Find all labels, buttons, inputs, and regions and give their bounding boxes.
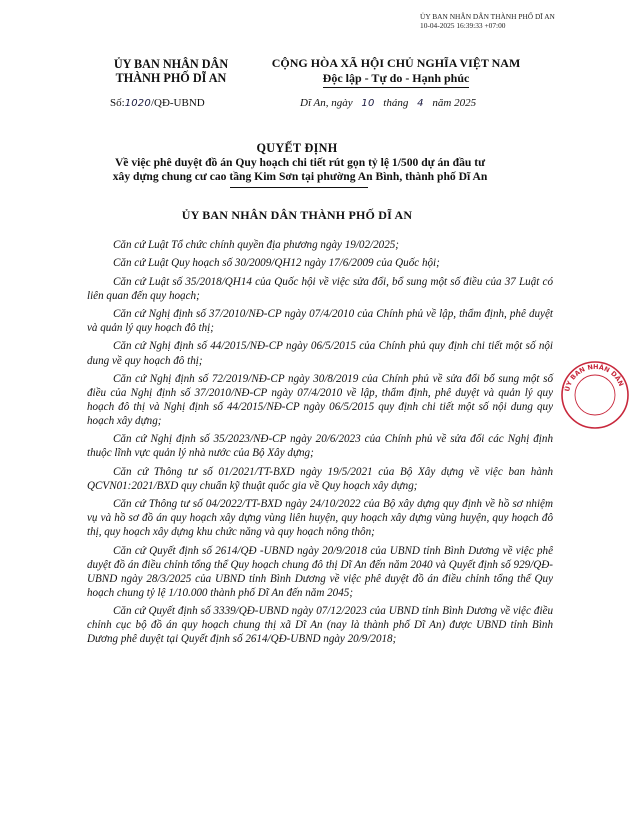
legal-basis bbox=[87, 238, 553, 650]
number-prefix: Số: bbox=[110, 97, 125, 109]
legal-basis-item: Căn cứ Luật Quy hoạch số 30/2009/QH12 ngày 17/6/2009 của Quốc hội; bbox=[113, 257, 440, 270]
document-number bbox=[110, 97, 205, 109]
national-header bbox=[248, 56, 544, 88]
date-year: năm 2025 bbox=[432, 97, 477, 109]
svg-text:ỦY BAN NHÂN DÂN bbox=[561, 362, 625, 392]
signature-timestamp: 10-04-2025 16:39:33 +07:00 bbox=[420, 20, 506, 30]
agency-line-2: THÀNH PHỐ DĨ AN bbox=[115, 71, 227, 85]
legal-basis-item: Căn cứ Nghị định số 44/2015/NĐ-CP ngày 06/5/2015 của Chính phủ quy định chi tiết một số nội dung về quy hoạch đô thị; bbox=[87, 340, 553, 367]
legal-basis-item: Căn cứ Nghị định số 37/2010/NĐ-CP ngày 07/4/2010 của Chính phủ về lập, thẩm định, phê duyệt và quản lý quy hoạch đô thị; bbox=[87, 308, 553, 335]
handwritten-number: 1020 bbox=[124, 98, 151, 109]
subject-underline bbox=[230, 187, 368, 188]
legal-basis-item: Căn cứ Thông tư số 01/2021/TT-BXD ngày 19/5/2021 của Bộ Xây dựng về việc ban hành QCVN01:2021/BXD quy chuẩn kỹ thuật quốc gia về Quy hoạch xây dựng; bbox=[87, 465, 553, 492]
authority-heading: ỦY BAN NHÂN DÂN THÀNH PHỐ DĨ AN bbox=[181, 208, 413, 222]
seal-text: ỦY BAN NHÂN DÂN bbox=[563, 362, 626, 393]
document-title: QUYẾT ĐỊNH bbox=[256, 141, 338, 155]
legal-basis-item: Căn cứ Quyết định số 2614/QĐ -UBND ngày 20/9/2018 của UBND tỉnh Bình Dương về việc phê duyệt đồ án điều chỉnh tổng thể Quy hoạch chung đô thị Dĩ An đến năm 2040 và Quyết định số 929/QĐ-UBND ngày 28/3/2025 của UBND tỉnh Bình Dương về việc phê duyệt đồ án điều chỉnh tổng thể Quy hoạch chung tỷ lệ 1/10.000 thành phố Dĩ An đến năm 2045; bbox=[87, 544, 553, 599]
agency-line-1: ỦY BAN NHÂN DÂN bbox=[113, 57, 229, 71]
signature-signer: ỦY BAN NHÂN DÂN THÀNH PHỐ DĨ AN bbox=[420, 12, 555, 21]
legal-basis-item: Căn cứ Luật Tổ chức chính quyền địa phương ngày 19/02/2025; bbox=[113, 239, 399, 251]
legal-basis-item: Căn cứ Thông tư số 04/2022/TT-BXD ngày 24/10/2022 của Bộ xây dựng quy định về hồ sơ nhiệm vụ và hồ sơ đồ án quy hoạch xây dựng vùng liên huyện, quy hoạch xây dựng vùng huyện, quy hoạch đô thị, quy hoạch xây dựng khu chức năng và quy hoạch nông thôn; bbox=[87, 498, 553, 539]
subject-line-1: Về việc phê duyệt đồ án Quy hoạch chi tiết rút gọn tỷ lệ 1/500 dự án đầu tư bbox=[114, 156, 486, 169]
date-month-label: tháng bbox=[383, 97, 409, 109]
issuing-agency bbox=[96, 57, 246, 85]
date-place-prefix: Dĩ An, ngày bbox=[300, 97, 353, 109]
legal-basis-item: Căn cứ Quyết định số 3339/QĐ-UBND ngày 07/12/2023 của UBND tỉnh Bình Dương về việc điều chỉnh cục bộ đồ án quy hoạch chung thị xã Dĩ An (nay là thành phố Dĩ An) được UBND tỉnh Bình Dương phê duyệt tại Quyết định số 2614/QĐ-UBND ngày 20/9/2018; bbox=[87, 605, 553, 646]
national-motto: Độc lập - Tự do - Hạnh phúc bbox=[323, 71, 470, 88]
legal-basis-item: Căn cứ Nghị định số 35/2023/NĐ-CP ngày 20/6/2023 của Chính phủ về sửa đổi các Nghị định thuộc lĩnh vực quản lý nhà nước của Bộ Xây dựng; bbox=[87, 433, 553, 460]
red-seal-stamp bbox=[560, 360, 630, 430]
number-suffix: /QĐ-UBND bbox=[150, 97, 205, 109]
legal-basis-item: Căn cứ Nghị định số 72/2019/NĐ-CP ngày 30/8/2019 của Chính phủ về sửa đổi bổ sung một số điều của Nghị định số 37/2010/NĐ-CP ngày 07/4/2010 về lập, thẩm định, phê duyệt và quản lý quy hoạch đô thị và Nghị định số 44/2015/NĐ-CP ngày 06/5/2015 quy định chi tiết một số nội dung quy hoạch xây dựng; bbox=[87, 372, 553, 427]
date-month: 4 bbox=[417, 98, 424, 109]
date-place bbox=[300, 97, 476, 109]
document-subject bbox=[60, 156, 540, 184]
subject-line-2: xây dựng chung cư cao tầng Kim Sơn tại phường An Bình, thành phố Dĩ An bbox=[112, 170, 488, 184]
digital-signature-info bbox=[420, 13, 580, 30]
date-day: 10 bbox=[361, 98, 375, 109]
national-name: CỘNG HÒA XÃ HỘI CHỦ NGHĨA VIỆT NAM bbox=[271, 56, 521, 70]
legal-basis-item: Căn cứ Luật số 35/2018/QH14 của Quốc hội về việc sửa đổi, bổ sung một số điều của 37 Luật có liên quan đến quy hoạch; bbox=[87, 275, 553, 302]
